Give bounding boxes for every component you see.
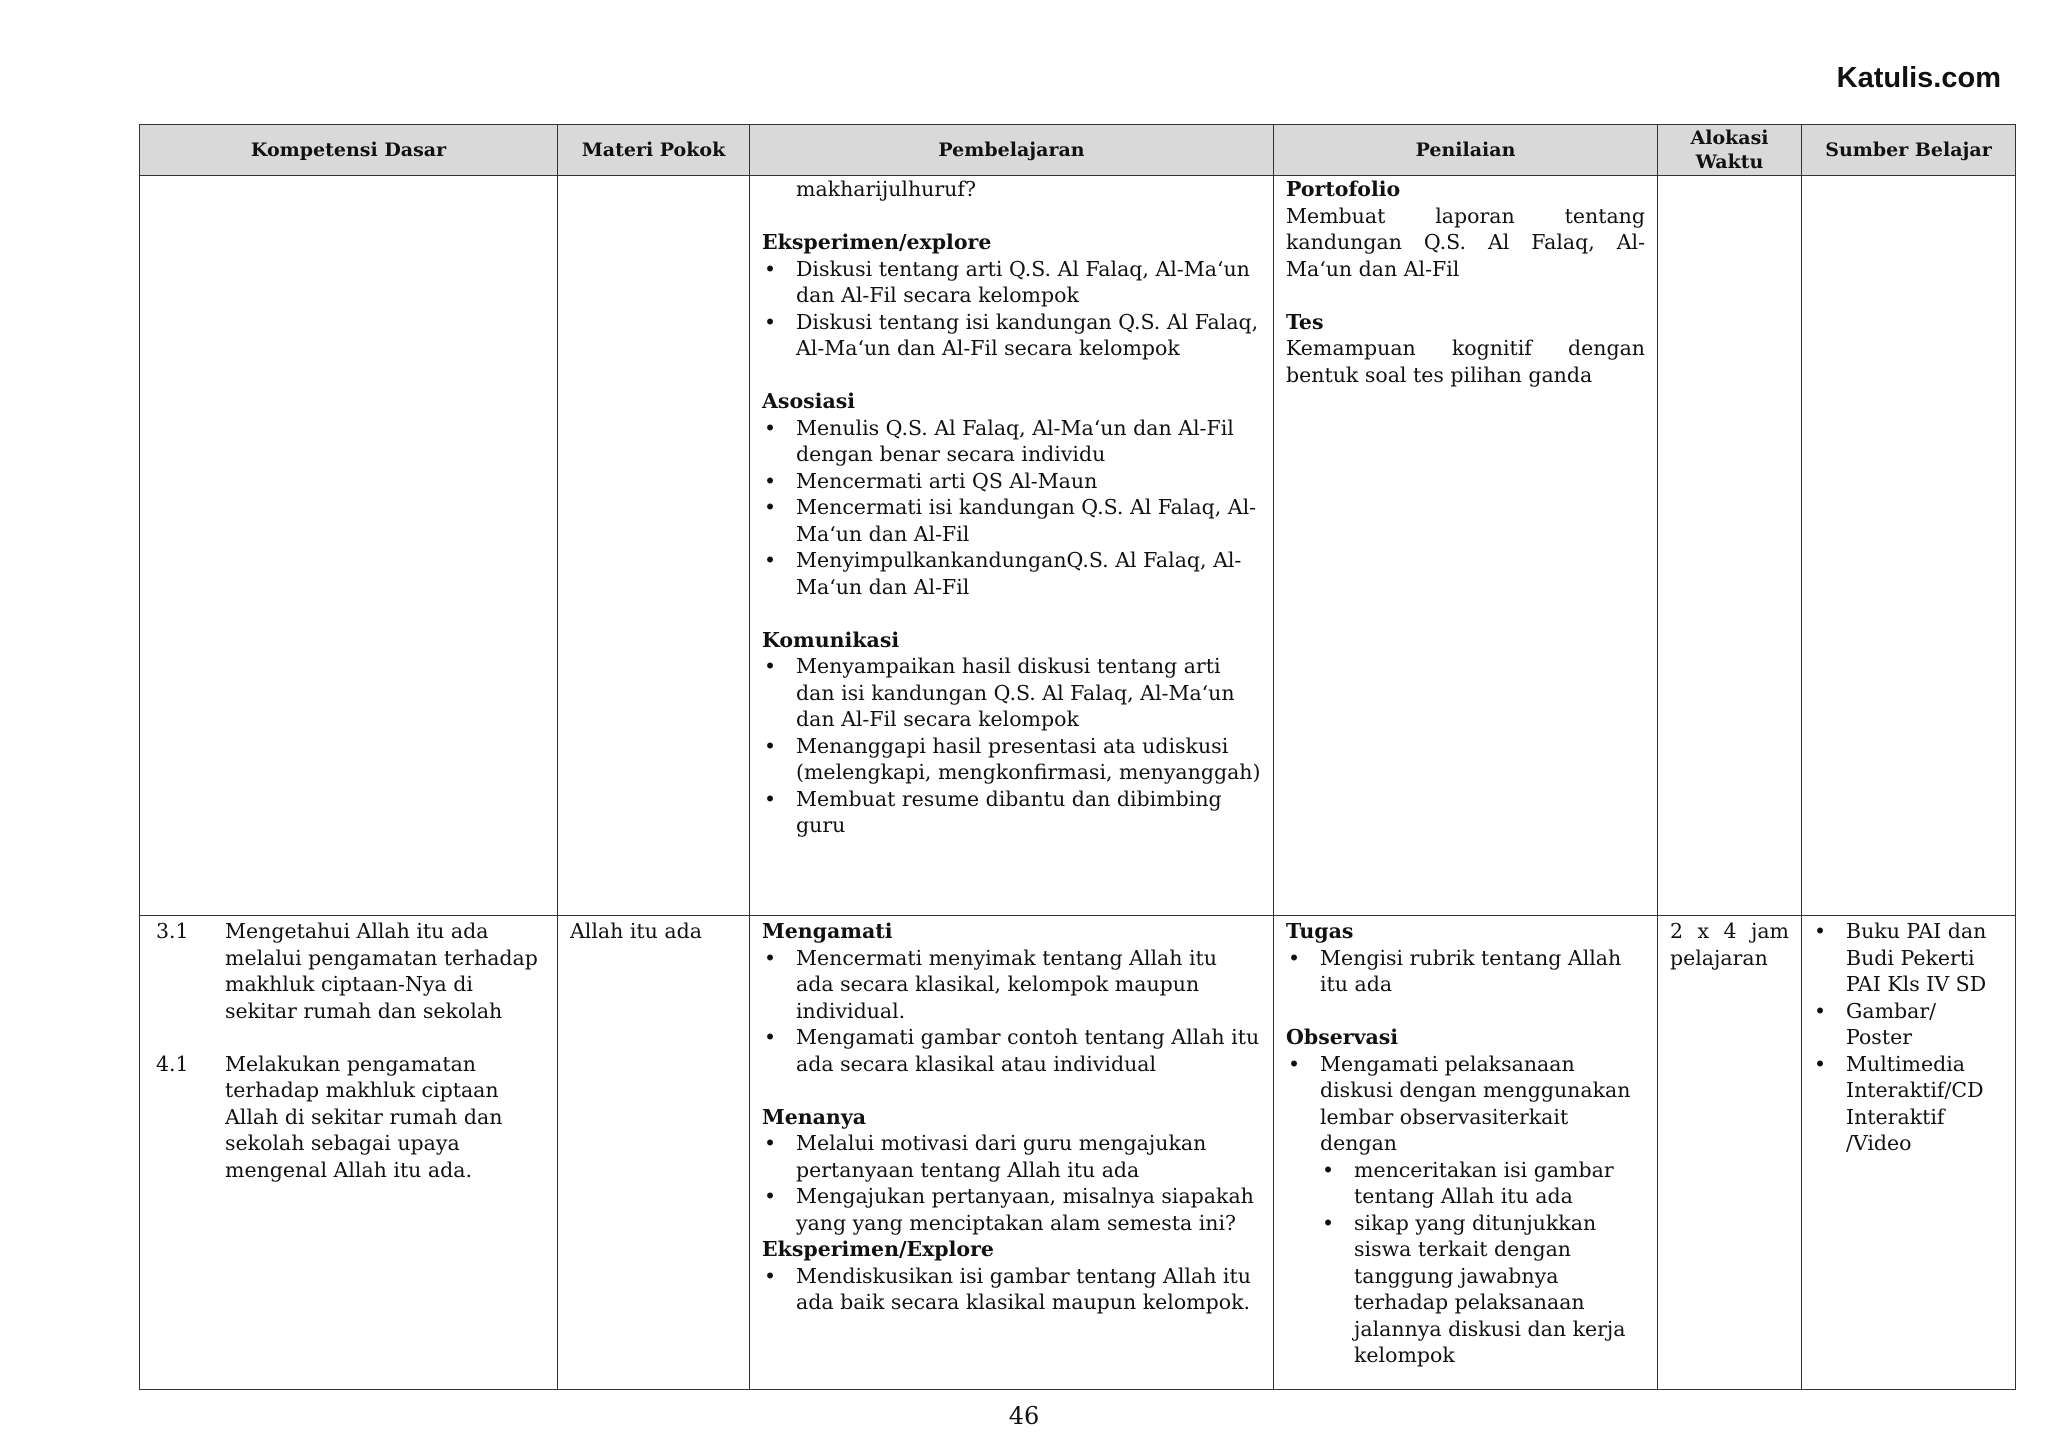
list-item: • sikap yang ditunjukkan siswa terkait dengan tanggung jawabnya terhadap pelaksanaan jalannya diskusi dan kerja kelompok [1320, 1210, 1645, 1369]
list-item: • Buku PAI dan Budi Pekerti PAI Kls IV SD [1812, 918, 2003, 998]
kd-item [156, 1051, 545, 1184]
header-penilaian: Penilaian [1274, 125, 1658, 176]
list-item: • Gambar/ Poster [1812, 998, 2003, 1051]
list-item: • Membuat resume dibantu dan dibimbing guru [762, 786, 1261, 839]
bullet-list [1812, 918, 2003, 1157]
section-title: Portofolio [1286, 177, 1401, 201]
kd-number: 3.1 [156, 919, 189, 943]
list-item: • Menyampaikan hasil diskusi tentang arti dan isi kandungan Q.S. Al Falaq, Al-Ma‘un dan Al-Fil secara kelompok [762, 653, 1261, 733]
bullet-list [762, 415, 1261, 601]
list-item: • Diskusi tentang isi kandungan Q.S. Al Falaq, Al-Ma‘un dan Al-Fil secara kelompok [762, 309, 1261, 362]
cell-alokasi-empty [1658, 176, 1802, 916]
list-item: • Mengajukan pertanyaan, misalnya siapakah yang yang menciptakan alam semesta ini? [762, 1183, 1261, 1236]
table-row [140, 916, 2016, 1390]
list-item: • Menanggapi hasil presentasi ata udiskusi (melengkapi, mengkonfirmasi, menyanggah) [762, 733, 1261, 786]
list-item: • Diskusi tentang arti Q.S. Al Falaq, Al-Ma‘un dan Al-Fil secara kelompok [762, 256, 1261, 309]
bullet-list [762, 653, 1261, 839]
list-item: • Mencermati menyimak tentang Allah itu ada secara klasikal, kelompok maupun individual. [762, 945, 1261, 1025]
section-title: Eksperimen/Explore [762, 1237, 994, 1261]
penilaian-text: Kemampuan kognitif dengan bentuk soal tes pilihan ganda [1286, 336, 1645, 387]
kd-text: Melakukan pengamatan terhadap makhluk ciptaan Allah di sekitar rumah dan sekolah sebagai upaya mengenal Allah itu ada. [225, 1051, 503, 1182]
cell-pembelajaran [750, 916, 1274, 1390]
pembelajaran-intro: makharijulhuruf? [796, 177, 976, 201]
header-sumber-belajar: Sumber Belajar [1802, 125, 2016, 176]
section-title: Mengamati [762, 919, 893, 943]
list-item: • Mencermati isi kandungan Q.S. Al Falaq, Al-Ma‘un dan Al-Fil [762, 494, 1261, 547]
list-item: • Melalui motivasi dari guru mengajukan pertanyaan tentang Allah itu ada [762, 1130, 1261, 1183]
header-kompetensi-dasar: Kompetensi Dasar [140, 125, 558, 176]
table-row [140, 176, 2016, 916]
cell-penilaian [1274, 916, 1658, 1390]
list-item-text: Mengamati pelaksanaan diskusi dengan menggunakan lembar observasiterkait dengan [1320, 1051, 1631, 1155]
header-alokasi-waktu: Alokasi Waktu [1658, 125, 1802, 176]
list-item: • Mendiskusikan isi gambar tentang Allah itu ada baik secara klasikal maupun kelompok. [762, 1263, 1261, 1316]
section-title: Komunikasi [762, 627, 900, 652]
bullet-list [762, 1130, 1261, 1236]
bullet-list [1286, 1051, 1645, 1157]
cell-kd-empty [140, 176, 558, 916]
section-title: Observasi [1286, 1025, 1399, 1049]
kd-text: Mengetahui Allah itu ada melalui pengamatan terhadap makhluk ciptaan-Nya di sekitar rumah dan sekolah [225, 919, 538, 1023]
list-item: • Multimedia Interaktif/CD Interaktif /Video [1812, 1051, 2003, 1157]
section-title: Tes [1286, 309, 1324, 334]
bullet-list [762, 256, 1261, 362]
section-title: Asosiasi [762, 389, 856, 413]
list-item [1286, 1051, 1645, 1157]
kd-item [156, 918, 545, 1024]
section-title: Menanya [762, 1104, 867, 1129]
section-title: Tugas [1286, 919, 1354, 943]
header-pembelajaran: Pembelajaran [750, 125, 1274, 176]
kd-number: 4.1 [156, 1051, 189, 1076]
site-brand: Katulis.com [1836, 62, 2001, 94]
cell-sumber-empty [1802, 176, 2016, 916]
cell-materi: Allah itu ada [558, 916, 750, 1390]
list-item: • MenyimpulkankandunganQ.S. Al Falaq, Al-Ma‘un dan Al-Fil [762, 547, 1261, 600]
sub-bullet-list [1320, 1157, 1645, 1369]
bullet-list [762, 1263, 1261, 1316]
list-item: • Mengisi rubrik tentang Allah itu ada [1286, 945, 1645, 998]
bullet-list [1286, 945, 1645, 998]
cell-sumber [1802, 916, 2016, 1390]
list-item: • Menulis Q.S. Al Falaq, Al-Ma‘un dan Al-Fil dengan benar secara individu [762, 415, 1261, 468]
header-materi-pokok: Materi Pokok [558, 125, 750, 176]
page-number: 46 [1008, 1402, 1040, 1430]
list-item: • menceritakan isi gambar tentang Allah itu ada [1320, 1157, 1645, 1210]
syllabus-table [139, 124, 2016, 1390]
penilaian-text: Membuat laporan tentang kandungan Q.S. Al Falaq, Al-Ma‘un dan Al-Fil [1286, 203, 1645, 281]
cell-materi-empty [558, 176, 750, 916]
cell-kd [140, 916, 558, 1390]
bullet-list [762, 945, 1261, 1078]
table-header-row [140, 125, 2016, 176]
cell-alokasi: 2 x 4 jam pelajaran [1658, 916, 1802, 1390]
list-item: • Mencermati arti QS Al-Maun [762, 468, 1261, 495]
list-item: • Mengamati gambar contoh tentang Allah itu ada secara klasikal atau individual [762, 1024, 1261, 1077]
cell-penilaian [1274, 176, 1658, 916]
cell-pembelajaran [750, 176, 1274, 916]
section-title: Eksperimen/explore [762, 230, 992, 254]
